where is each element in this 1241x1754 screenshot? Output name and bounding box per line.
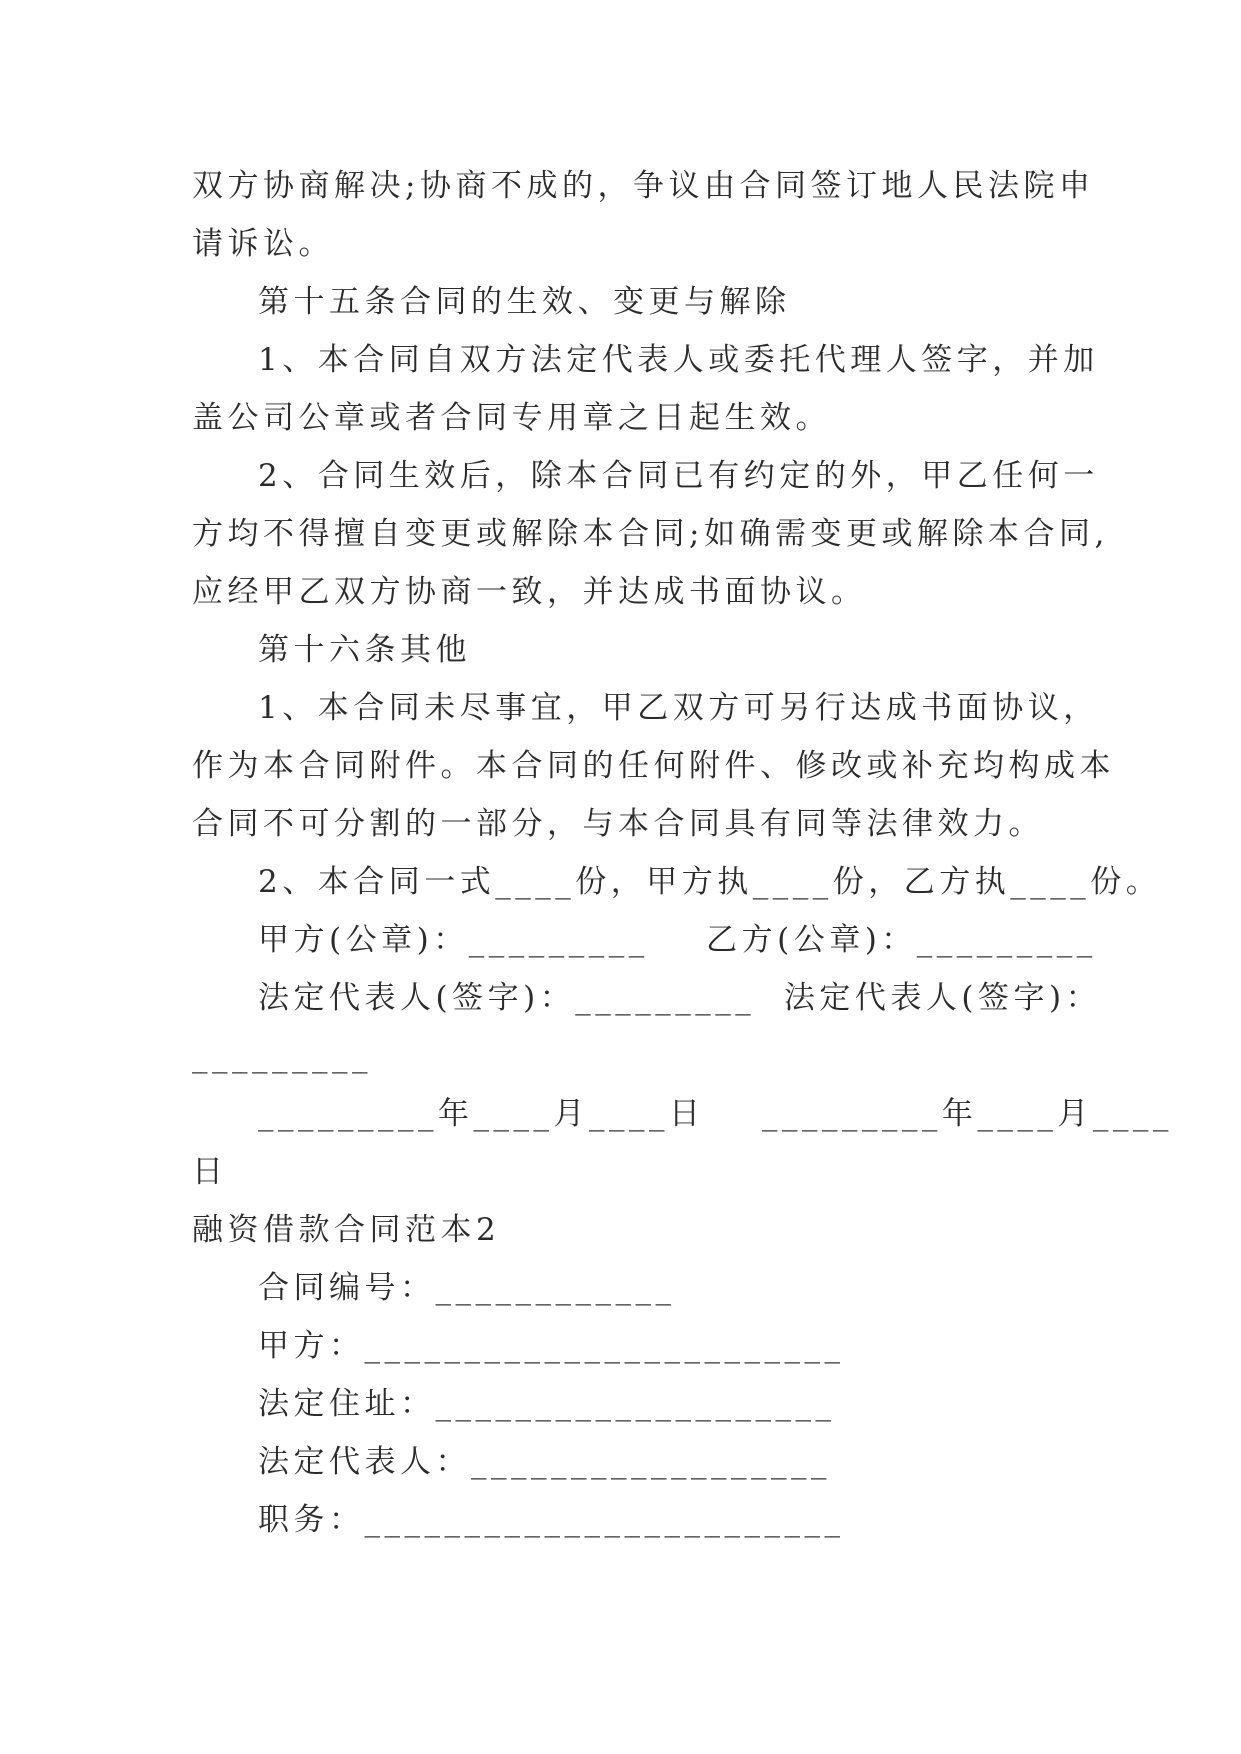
text-line: 请诉讼。	[192, 226, 334, 262]
text-line: 2、本合同一式____份，甲方执____份，乙方执____份。	[258, 864, 1162, 900]
text-line: 双方协商解决;协商不成的，争议由合同签订地人民法院申	[192, 168, 1095, 204]
form-field-position: 职务：________________________	[258, 1502, 845, 1538]
form-field-legal-address: 法定住址：____________________	[258, 1386, 836, 1422]
form-field-party-a: 甲方：________________________	[258, 1328, 845, 1364]
section-heading: 第十五条合同的生效、变更与解除	[258, 284, 791, 320]
text-line: 1、本合同未尽事宜，甲乙双方可另行达成书面协议，	[258, 690, 1099, 726]
text-line: 2、合同生效后，除本合同已有约定的外，甲乙任何一	[258, 458, 1099, 494]
section-heading: 第十六条其他	[258, 632, 471, 668]
text-line: 盖公司公章或者合同专用章之日起生效。	[192, 400, 831, 436]
signature-line: 甲方(公章)：_________ 乙方(公章)：_________	[258, 922, 1097, 958]
text-line: 作为本合同附件。本合同的任何附件、修改或补充均构成本	[192, 748, 1115, 784]
text-line: 应经甲乙双方协商一致，并达成书面协议。	[192, 574, 867, 610]
form-field-contract-number: 合同编号：____________	[258, 1270, 676, 1306]
signature-line: 法定代表人(签字)：_________ 法定代表人(签字)：	[258, 980, 1102, 1016]
form-field-legal-representative: 法定代表人：__________________	[258, 1444, 831, 1480]
text-line: 合同不可分割的一部分，与本合同具有同等法律效力。	[192, 806, 1044, 842]
signature-blank: _________	[192, 1038, 372, 1074]
document-title: 融资借款合同范本2	[192, 1212, 501, 1248]
date-line: _________年____月____日 _________年____月____	[258, 1096, 1173, 1132]
text-line: 方均不得擅自变更或解除本合同;如确需变更或解除本合同,	[192, 516, 1109, 552]
text-line: 日	[192, 1154, 228, 1190]
text-line: 1、本合同自双方法定代表人或委托代理人签字，并加	[258, 342, 1099, 378]
